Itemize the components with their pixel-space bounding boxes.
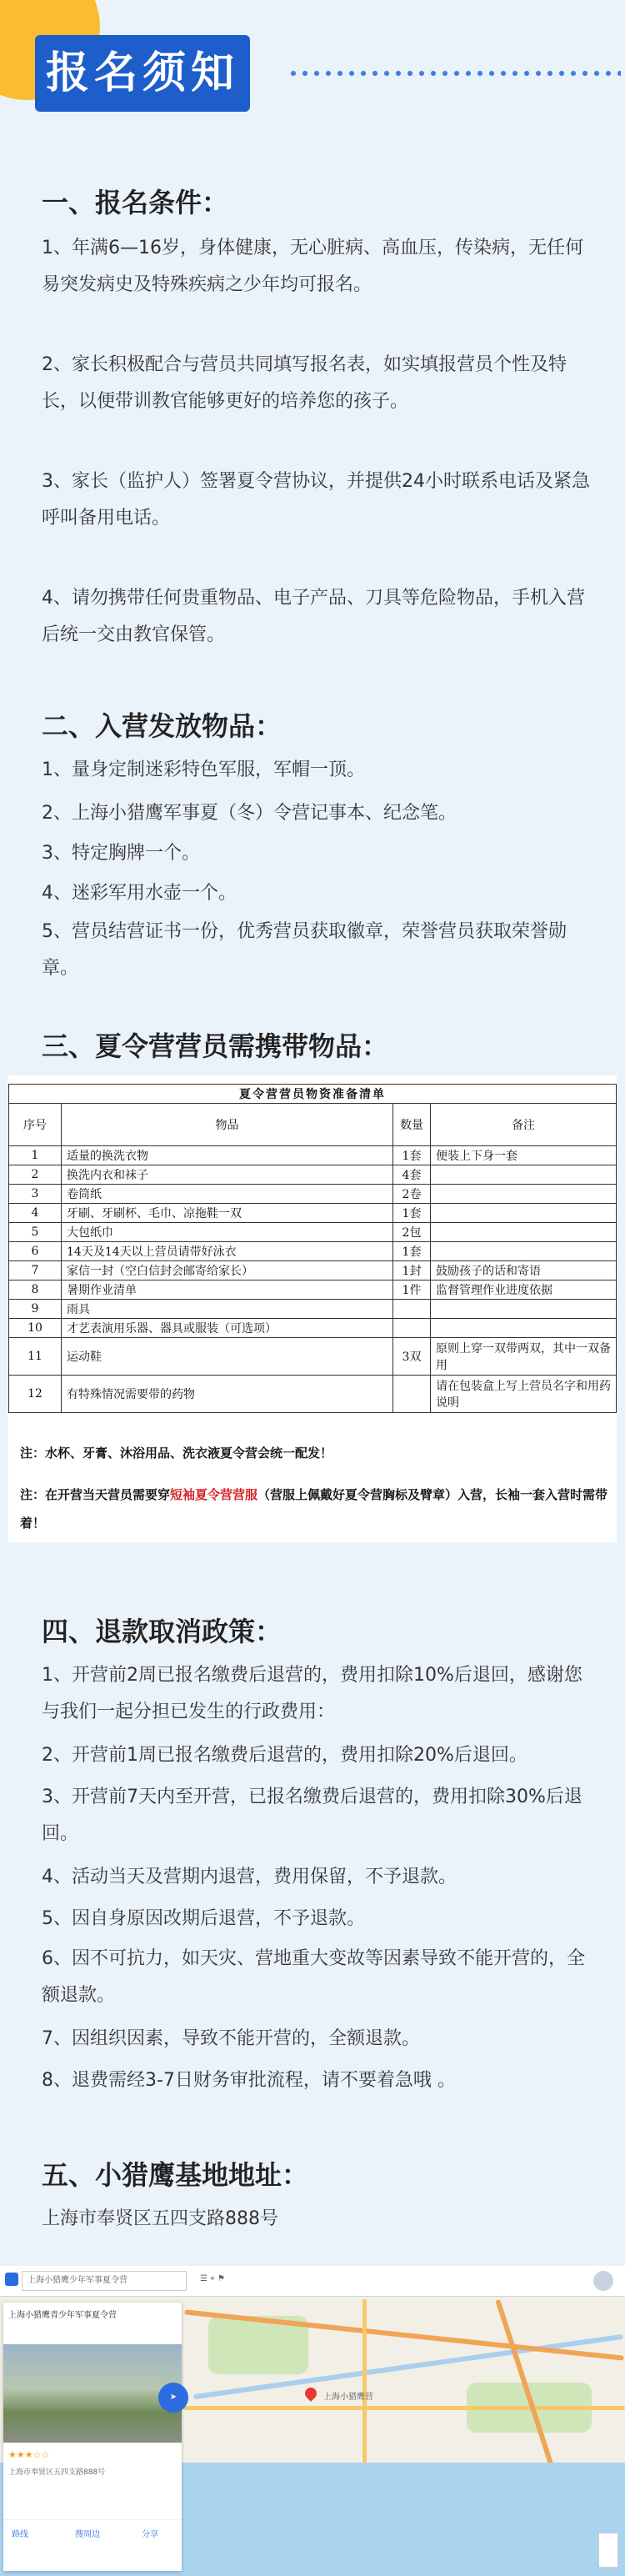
place-info-card[interactable] <box>3 2303 182 2571</box>
table-row <box>9 1280 617 1300</box>
cell-qty: 4套 <box>393 1165 431 1185</box>
map-road <box>183 2406 625 2410</box>
cell-note: 鼓励孩子的话和寄语 <box>431 1261 617 1280</box>
cell-qty: 1套 <box>393 1204 431 1223</box>
cell-qty <box>393 1300 431 1319</box>
share-button[interactable]: 分享 <box>142 2530 158 2539</box>
header <box>0 0 625 133</box>
header-note: 备注 <box>431 1104 617 1146</box>
cell-item: 牙刷、牙刷杯、毛巾、凉拖鞋一双 <box>62 1204 393 1223</box>
map-road <box>362 2299 367 2466</box>
s4-paragraph-4: 4、活动当天及营期内退营，费用保留，不予退款。 <box>42 1867 457 1887</box>
cell-qty <box>393 1319 431 1338</box>
cell-no: 11 <box>9 1338 62 1376</box>
cell-item: 有特殊情况需要带的药物 <box>62 1376 393 1413</box>
cell-qty: 2包 <box>393 1223 431 1242</box>
section-5-title: 五、小猎鹰基地地址： <box>42 2159 309 2191</box>
location-map[interactable] <box>0 2266 625 2576</box>
note2-part-b: （营服上佩戴好夏令营胸标及臂章）入营，长袖一套入营时需带着！ <box>20 1487 608 1531</box>
s4-paragraph-6: 6、因不可抗力，如天灾、营地重大变故等因素导致不能开营的，全额退款。 <box>42 1948 585 2006</box>
map-toolbar <box>0 2266 625 2297</box>
cell-note <box>431 1319 617 1338</box>
supply-note-2 <box>20 1481 612 1537</box>
s4-paragraph-7: 7、因组织因素，导致不能开营的，全额退款。 <box>42 2028 420 2049</box>
cell-note <box>431 1242 617 1261</box>
map-tools-icon[interactable]: ☰ ⌖ ⚑ <box>200 2274 225 2283</box>
supply-checklist-table <box>8 1084 617 1413</box>
map-search-input[interactable]: 上海小猎鹰少年军事夏令营 <box>22 2271 187 2291</box>
cell-note: 原则上穿一双带两双，其中一双备用 <box>431 1338 617 1376</box>
cell-no: 3 <box>9 1185 62 1204</box>
cell-qty: 3双 <box>393 1338 431 1376</box>
cell-item: 14天及14天以上营员请带好泳衣 <box>62 1242 393 1261</box>
page-title: 报名须知 <box>45 48 239 98</box>
cell-item: 换洗内衣和袜子 <box>62 1165 393 1185</box>
place-photo <box>3 2344 182 2443</box>
location-pin-icon[interactable] <box>302 2385 319 2402</box>
s1-paragraph-3: 3、家长（监护人）签署夏令营协议，并提供24小时联系电话及紧急呼叫备用电话。 <box>42 471 590 529</box>
table-row <box>9 1165 617 1185</box>
cell-qty: 2卷 <box>393 1185 431 1204</box>
header-item: 物品 <box>62 1104 393 1146</box>
cell-item: 适量的换洗衣物 <box>62 1146 393 1165</box>
cell-item: 家信一封（空白信封会邮寄给家长） <box>62 1261 393 1280</box>
table-row <box>9 1204 617 1223</box>
cell-item: 暑期作业清单 <box>62 1280 393 1300</box>
cell-note: 请在包装盒上写上营员名字和用药说明 <box>431 1376 617 1413</box>
s2-item-2: 2、上海小猎鹰军事夏（冬）令营记事本、纪念笔。 <box>42 803 457 824</box>
note2-part-a: 注：在开营当天营员需要穿 <box>20 1487 171 1502</box>
section-4-title: 四、退款取消政策： <box>42 1616 282 1647</box>
cell-item: 运动鞋 <box>62 1338 393 1376</box>
cell-note <box>431 1204 617 1223</box>
table-caption: 夏令营营员物资准备清单 <box>9 1085 617 1104</box>
cell-no: 1 <box>9 1146 62 1165</box>
s2-item-3: 3、特定胸牌一个。 <box>42 843 200 864</box>
cell-qty: 1套 <box>393 1242 431 1261</box>
table-row <box>9 1242 617 1261</box>
s4-paragraph-8: 8、退费需经3-7日财务审批流程，请不要着急哦 。 <box>42 2070 456 2091</box>
cell-qty: 1套 <box>393 1146 431 1165</box>
table-row <box>9 1261 617 1280</box>
table-row <box>9 1319 617 1338</box>
supply-note-1: 注：水杯、牙膏、沐浴用品、洗衣液夏令营会统一配发！ <box>20 1446 333 1461</box>
map-app-icon <box>5 2273 18 2286</box>
table-row <box>9 1338 617 1376</box>
table-row <box>9 1376 617 1413</box>
cell-note <box>431 1300 617 1319</box>
table-row <box>9 1146 617 1165</box>
nearby-button[interactable]: 搜周边 <box>75 2530 100 2539</box>
cell-item: 雨具 <box>62 1300 393 1319</box>
avatar[interactable] <box>593 2271 613 2291</box>
section-1-title: 一、报名条件： <box>42 187 229 218</box>
base-address: 上海市奉贤区五四支路888号 <box>42 2208 278 2229</box>
pin-label: 上海小猎鹰营 <box>323 2393 373 2402</box>
note2-highlight: 短袖夏令营营服 <box>170 1487 258 1502</box>
table-row <box>9 1223 617 1242</box>
navigation-fab-icon[interactable]: ➤ <box>158 2383 188 2413</box>
header-no: 序号 <box>9 1104 62 1146</box>
cell-no: 4 <box>9 1204 62 1223</box>
cell-no: 2 <box>9 1165 62 1185</box>
cell-no: 7 <box>9 1261 62 1280</box>
cell-no: 10 <box>9 1319 62 1338</box>
s4-paragraph-2: 2、开营前1周已报名缴费后退营的，费用扣除20%后退回。 <box>42 1745 528 1766</box>
section-2-title: 二、入营发放物品： <box>42 710 282 742</box>
table-row <box>9 1185 617 1204</box>
cell-note <box>431 1165 617 1185</box>
zoom-control[interactable] <box>598 2533 618 2568</box>
s1-paragraph-1: 1、年满6—16岁，身体健康，无心脏病、高血压，传染病，无任何易突发病史及特殊疾病之少年均可报名。 <box>42 238 583 295</box>
place-name: 上海小猎鹰青少年军事夏令营 <box>8 2311 117 2320</box>
cell-item: 才艺表演用乐器、器具或服装（可选项） <box>62 1319 393 1338</box>
s4-paragraph-3: 3、开营前7天内至开营，已报名缴费后退营的，费用扣除30%后退回。 <box>42 1787 582 1844</box>
s2-item-1: 1、量身定制迷彩特色军服，军帽一顶。 <box>42 759 365 780</box>
route-button[interactable]: 路线 <box>12 2530 28 2539</box>
cell-note: 便装上下身一套 <box>431 1146 617 1165</box>
rating-stars: ★★★☆☆ <box>8 2449 50 2460</box>
cell-note <box>431 1223 617 1242</box>
section-3-title: 三、夏令营营员需携带物品： <box>42 1030 389 1062</box>
s1-paragraph-2: 2、家长积极配合与营员共同填写报名表，如实填报营员个性及特长，以便带训教官能够更好的培养您的孩子。 <box>42 354 567 412</box>
cell-qty: 1封 <box>393 1261 431 1280</box>
table-row <box>9 1300 617 1319</box>
cell-no: 9 <box>9 1300 62 1319</box>
s2-item-4: 4、迷彩军用水壶一个。 <box>42 883 237 904</box>
dotted-divider <box>288 68 621 78</box>
cell-qty: 1件 <box>393 1280 431 1300</box>
cell-no: 8 <box>9 1280 62 1300</box>
s1-paragraph-4: 4、请勿携带任何贵重物品、电子产品、刀具等危险物品，手机入营后统一交由教官保管。 <box>42 588 585 645</box>
place-address: 上海市奉贤区五四支路888号 <box>8 2468 106 2477</box>
cell-item: 卷筒纸 <box>62 1185 393 1204</box>
header-qty: 数量 <box>393 1104 431 1146</box>
cell-note: 监督管理作业进度依据 <box>431 1280 617 1300</box>
cell-no: 5 <box>9 1223 62 1242</box>
cell-no: 6 <box>9 1242 62 1261</box>
cell-item: 大包纸巾 <box>62 1223 393 1242</box>
cell-qty <box>393 1376 431 1413</box>
cell-no: 12 <box>9 1376 62 1413</box>
s4-paragraph-5: 5、因自身原因改期后退营，不予退款。 <box>42 1908 365 1929</box>
cell-note <box>431 1185 617 1204</box>
supply-checklist-card <box>8 1075 617 1542</box>
place-actions <box>3 2519 182 2543</box>
s4-paragraph-1: 1、开营前2周已报名缴费后退营的，费用扣除10%后退回，感谢您与我们一起分担已发生的行政费用： <box>42 1665 582 1722</box>
s2-item-5: 5、营员结营证书一份，优秀营员获取徽章，荣誉营员获取荣誉勋章。 <box>42 921 567 979</box>
